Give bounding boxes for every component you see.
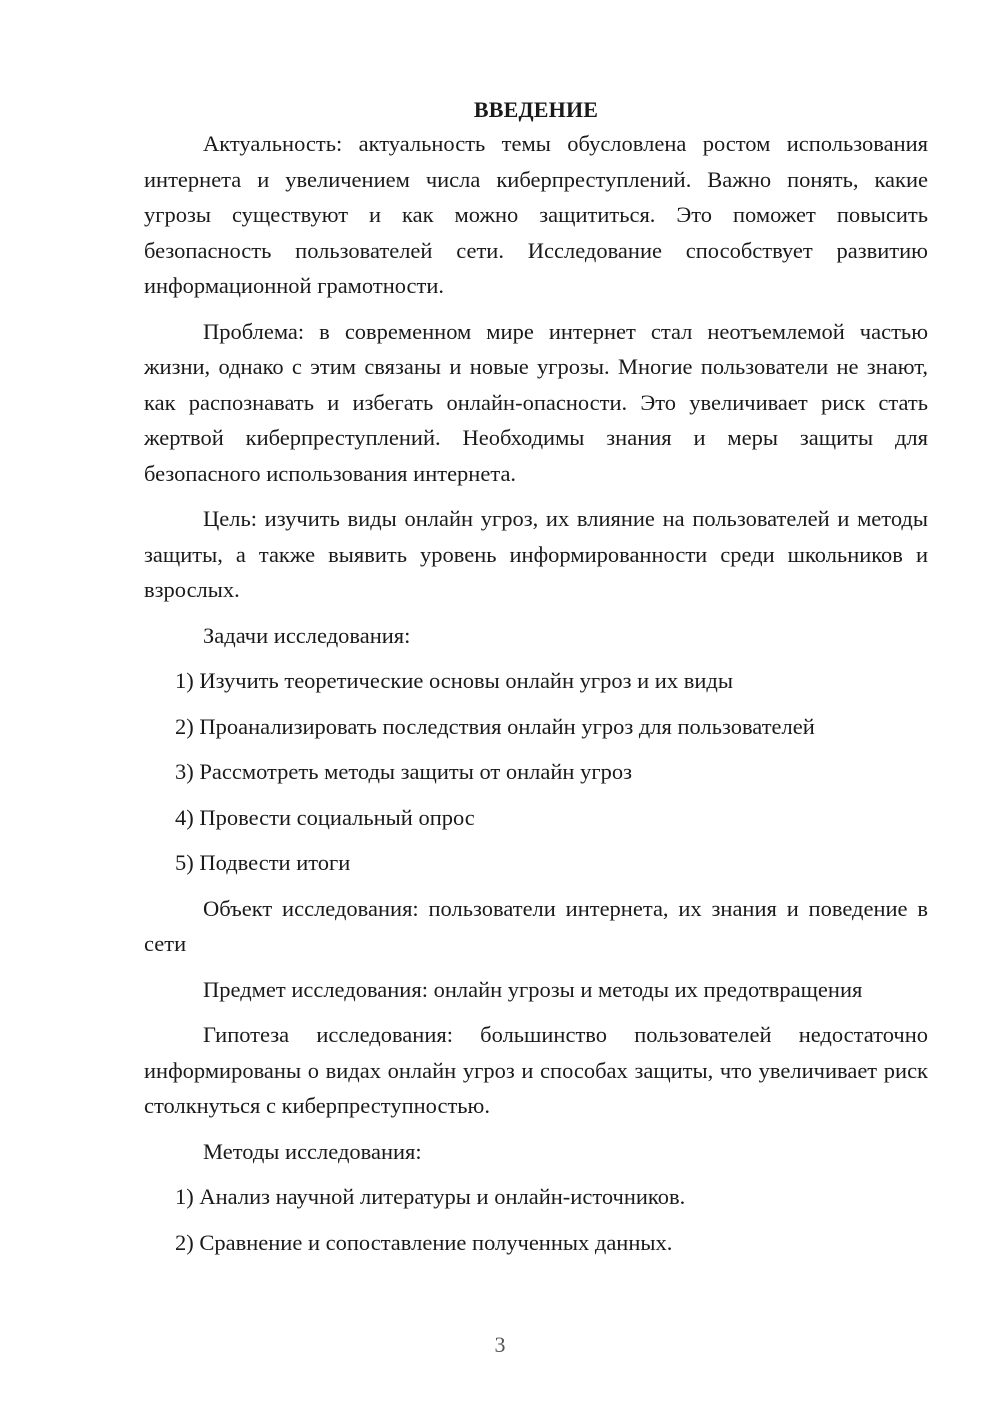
hypothesis-paragraph: Гипотеза исследования: большинство пользователей недостаточно информированы о видах онлайн угроз и способах защиты, что увеличивает риск столкнуться с киберпреступностью. bbox=[144, 1022, 928, 1118]
list-item: 5) Подвести итоги bbox=[175, 850, 351, 875]
section-heading: ВВЕДЕНИЕ bbox=[473, 97, 599, 122]
methods-list bbox=[144, 1179, 928, 1260]
tasks-list bbox=[144, 663, 928, 881]
list-item: 2) Сравнение и сопоставление полученных данных. bbox=[175, 1229, 673, 1255]
problem-paragraph: Проблема: в современном мире интернет стал неотъемлемой частью жизни, однако с этим связаны и новые угрозы. Многие пользователи не знают, как распознавать и избегать онлайн-опасности. Это увеличивает риск стать жертвой киберпреступлений. Необходимы знания и меры защиты для безопасного использования интернета. bbox=[144, 318, 928, 486]
document-page bbox=[144, 94, 928, 1270]
subject-paragraph: Предмет исследования: онлайн угрозы и методы их предотвращения bbox=[203, 976, 863, 1002]
list-item: 1) Изучить теоретические основы онлайн угроз и их виды bbox=[175, 668, 733, 693]
relevance-paragraph: Актуальность: актуальность темы обусловлена ростом использования интернета и увеличением числа киберпреступлений. Важно понять, какие угрозы существуют и как можно защититься. Это поможет повысить безопасность пользователей сети. Исследование способствует развитию информационной грамотности. bbox=[144, 131, 928, 298]
methods-heading: Методы исследования: bbox=[203, 1138, 422, 1164]
list-item: 4) Провести социальный опрос bbox=[175, 804, 475, 830]
tasks-heading: Задачи исследования: bbox=[203, 622, 411, 648]
list-item: 2) Проанализировать последствия онлайн угроз для пользователей bbox=[175, 713, 815, 739]
goal-paragraph: Цель: изучить виды онлайн угроз, их влияние на пользователей и методы защиты, а также выявить уровень информированности среди школьников и взрослых. bbox=[144, 506, 928, 602]
list-item: 3) Рассмотреть методы защиты от онлайн угроз bbox=[175, 759, 632, 784]
list-item: 1) Анализ научной литературы и онлайн-источников. bbox=[175, 1184, 686, 1209]
page-number: 3 bbox=[494, 1332, 506, 1357]
object-paragraph: Объект исследования: пользователи интернета, их знания и поведение в сети bbox=[144, 895, 928, 956]
